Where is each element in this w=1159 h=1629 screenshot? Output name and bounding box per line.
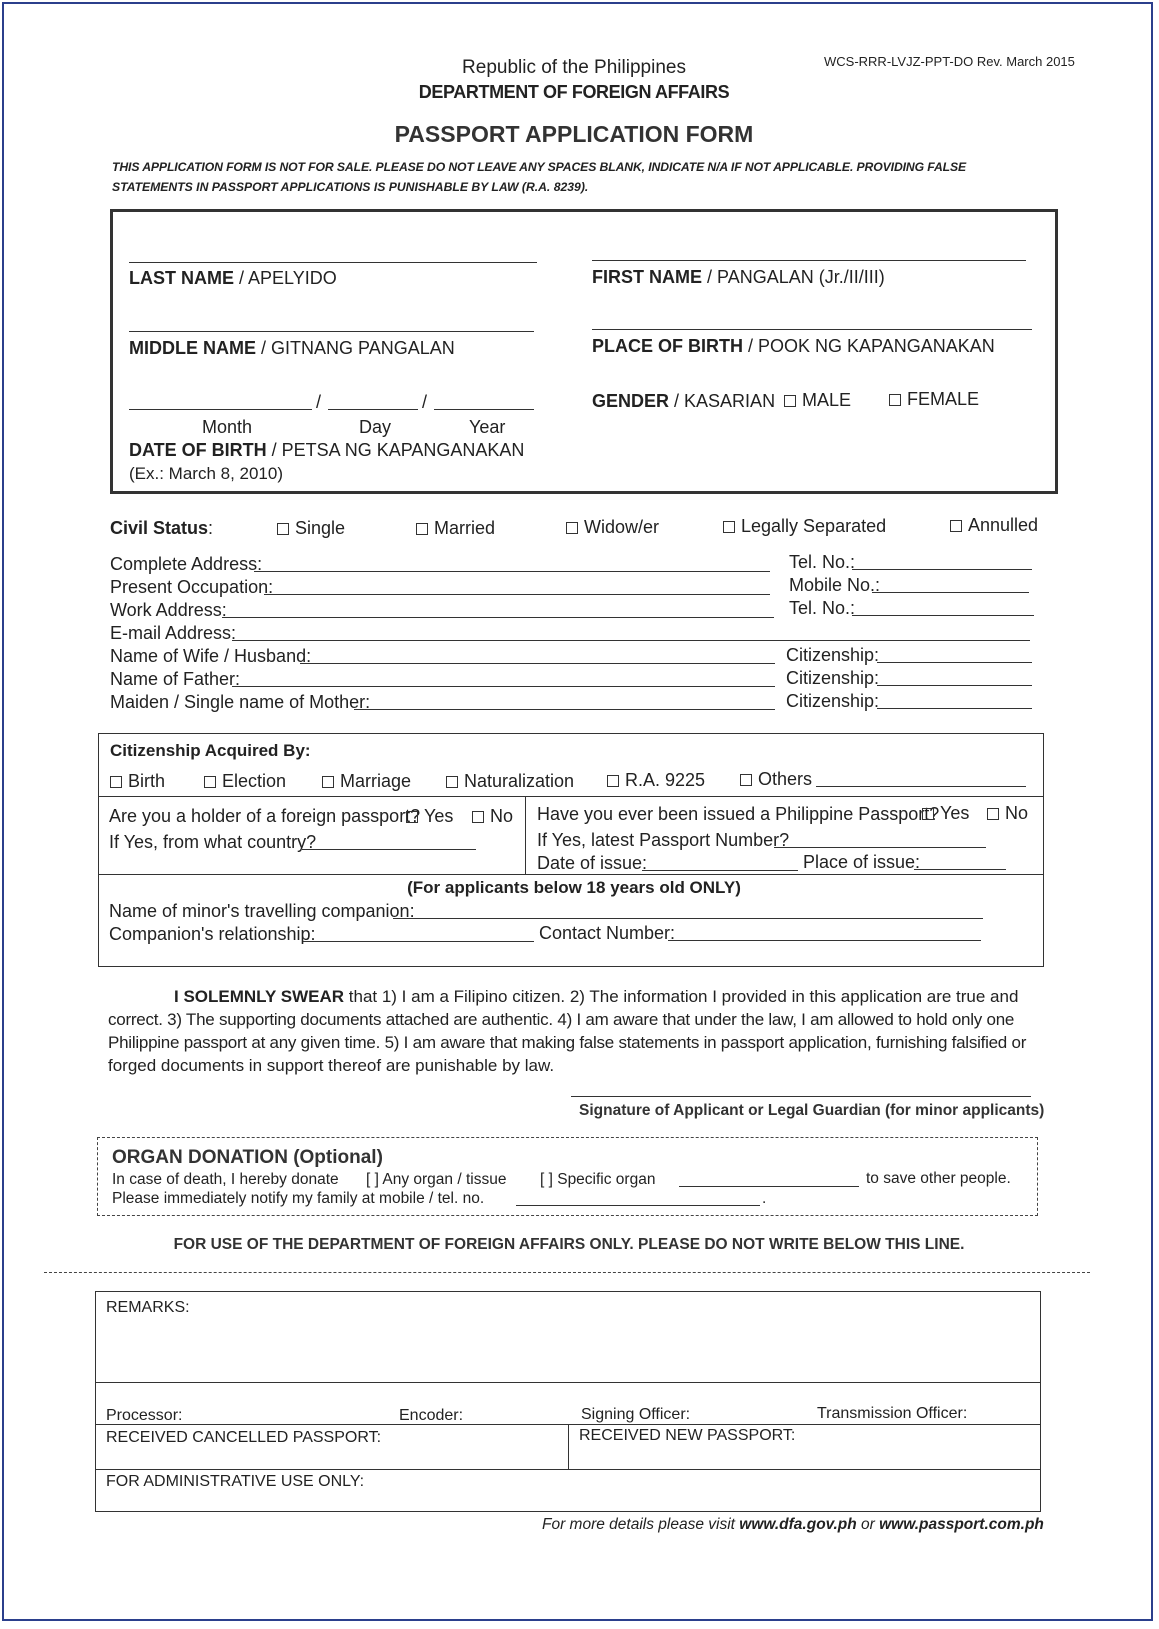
annulled-checkbox[interactable] <box>950 520 962 532</box>
citizenship-others-field[interactable] <box>816 786 1026 787</box>
citizenship-birth-option[interactable]: Birth <box>110 771 165 792</box>
form-code: WCS-RRR-LVJZ-PPT-DO Rev. March 2015 <box>824 54 1075 69</box>
last-name-field[interactable] <box>129 262 537 263</box>
legally-separated-checkbox[interactable] <box>723 521 735 533</box>
citizenship-election-option[interactable]: Election <box>204 771 286 792</box>
mother-field[interactable] <box>354 709 775 710</box>
processor-label: Processor: <box>106 1407 183 1424</box>
minor-contact-field[interactable] <box>668 940 981 941</box>
department-line: DEPARTMENT OF FOREIGN AFFAIRS <box>418 82 730 102</box>
citizenship-label-3: Citizenship: <box>786 691 880 711</box>
organ-save-text: to save other people. <box>866 1170 1011 1187</box>
marriage-checkbox[interactable] <box>322 776 334 788</box>
foreign-passport-question: Are you a holder of a foreign passport? <box>109 806 421 826</box>
dob-year-field[interactable] <box>434 409 534 410</box>
ph-yes-checkbox[interactable] <box>922 808 934 820</box>
dob-month-label: Month <box>202 417 253 437</box>
spouse-field[interactable] <box>300 663 775 664</box>
work-address-field[interactable] <box>222 617 774 618</box>
spouse-citizenship-field[interactable] <box>877 662 1032 663</box>
signature-label: Signature of Applicant or Legal Guardian (for minor applicants) <box>579 1102 1045 1119</box>
remarks-label: REMARKS: <box>106 1299 190 1316</box>
civil-legally-separated-option[interactable]: Legally Separated <box>723 516 886 537</box>
mother-citizenship-field[interactable] <box>877 708 1032 709</box>
last-name-label: LAST NAME / APELYIDO <box>129 268 337 288</box>
foreign-yes-option[interactable]: Yes <box>406 806 453 827</box>
dob-label: DATE OF BIRTH / PETSA NG KAPANGANAKAN <box>129 440 525 460</box>
foreign-no-checkbox[interactable] <box>472 811 484 823</box>
gender-label: GENDER / KASARIAN <box>592 391 776 411</box>
father-label: Name of Father: <box>110 669 241 689</box>
father-citizenship-field[interactable] <box>877 685 1032 686</box>
notice-line-1: THIS APPLICATION FORM IS NOT FOR SALE. PLEASE DO NOT LEAVE ANY SPACES BLANK, INDICATE N/A IF NOT APPLICABLE. PROVIDING FALSE <box>112 160 967 174</box>
date-of-issue-field[interactable] <box>642 870 798 871</box>
signature-field[interactable] <box>571 1096 1031 1097</box>
minor-companion-label: Name of minor's travelling companion: <box>109 901 415 921</box>
republic-line: Republic of the Philippines <box>462 57 686 78</box>
gender-female-option[interactable]: FEMALE <box>889 389 979 410</box>
first-name-field[interactable] <box>592 260 1026 261</box>
citizenship-acquired-title: Citizenship Acquired By: <box>110 741 311 760</box>
organ-notify-field[interactable] <box>516 1205 760 1206</box>
divider-remarks <box>95 1382 1041 1383</box>
married-checkbox[interactable] <box>416 523 428 535</box>
gender-male-option[interactable]: MALE <box>784 390 851 411</box>
dob-day-label: Day <box>359 417 392 437</box>
tel-no-label-1: Tel. No.: <box>789 552 856 572</box>
dob-slash-1: / <box>316 392 322 412</box>
divider-passport <box>98 874 1044 875</box>
middle-name-field[interactable] <box>129 331 534 332</box>
ph-passport-question: Have you ever been issued a Philippine Passport? <box>537 804 940 824</box>
minor-relationship-label: Companion's relationship: <box>109 924 316 944</box>
tel-no-label-2: Tel. No.: <box>789 598 856 618</box>
male-checkbox[interactable] <box>784 395 796 407</box>
oath-line-1: I SOLEMNLY SWEAR that 1) I am a Filipino citizen. 2) The information I provided in this application are true and <box>174 987 1019 1006</box>
organ-any-option[interactable]: [ ] Any organ / tissue <box>366 1171 507 1188</box>
civil-married-option[interactable]: Married <box>416 518 495 539</box>
first-name-label: FIRST NAME / PANGALAN (Jr./II/III) <box>592 267 885 287</box>
foreign-country-label: If Yes, from what country? <box>109 832 317 852</box>
encoder-label: Encoder: <box>399 1407 464 1424</box>
notice-line-2: STATEMENTS IN PASSPORT APPLICATIONS IS PUNISHABLE BY LAW (R.A. 8239). <box>112 180 589 194</box>
minor-companion-field[interactable] <box>393 918 983 919</box>
dob-month-field[interactable] <box>129 409 312 410</box>
citizenship-label-1: Citizenship: <box>786 645 880 665</box>
oath-line-4: forged documents in support thereof are punishable by law. <box>108 1056 555 1075</box>
civil-status-label: Civil Status: <box>110 518 214 538</box>
place-of-birth-label: PLACE OF BIRTH / POOK NG KAPANGANAKAN <box>592 336 995 356</box>
footer-link-dfa[interactable]: www.dfa.gov.ph <box>739 1516 857 1533</box>
place-of-birth-field[interactable] <box>592 329 1032 330</box>
oath-line-2: correct. 3) The supporting documents attached are authentic. 4) I am aware that under the law, I am allowed to hold only one <box>108 1010 1015 1029</box>
email-field[interactable] <box>232 640 1030 641</box>
organ-notify-period: . <box>762 1190 767 1207</box>
passport-form-page <box>2 2 1153 1621</box>
citizenship-naturalization-option[interactable]: Naturalization <box>446 771 574 792</box>
foreign-no-option[interactable]: No <box>472 806 513 827</box>
organ-donate-text: In case of death, I hereby donate <box>112 1171 339 1188</box>
transmission-officer-label: Transmission Officer: <box>817 1405 968 1422</box>
civil-annulled-option[interactable]: Annulled <box>950 515 1038 536</box>
single-checkbox[interactable] <box>277 523 289 535</box>
ph-passport-number-label: If Yes, latest Passport Number? <box>537 830 790 850</box>
naturalization-checkbox[interactable] <box>446 776 458 788</box>
citizenship-others-option[interactable]: Others <box>740 769 812 790</box>
minor-relationship-field[interactable] <box>303 941 534 942</box>
complete-address-field[interactable] <box>254 571 770 572</box>
place-of-issue-field[interactable] <box>914 869 1006 870</box>
specific-organ-field[interactable] <box>679 1186 859 1187</box>
ph-no-checkbox[interactable] <box>987 808 999 820</box>
admin-use-label: FOR ADMINISTRATIVE USE ONLY: <box>106 1473 365 1490</box>
page-title: PASSPORT APPLICATION FORM <box>394 121 754 147</box>
ph-yes-option[interactable]: Yes <box>922 803 969 824</box>
footer-link-passport[interactable]: www.passport.com.ph <box>879 1516 1044 1533</box>
footer-note: For more details please visit www.dfa.gov.ph or www.passport.com.ph <box>542 1516 1044 1533</box>
mobile-no-field[interactable] <box>872 592 1029 593</box>
oath-line-3: Philippine passport at any given time. 5) I am aware that making false statements in passport application, furnishing falsified or <box>108 1033 1027 1052</box>
date-of-issue-label: Date of issue: <box>537 853 648 873</box>
citizenship-ra9225-option[interactable]: R.A. 9225 <box>607 770 705 791</box>
election-checkbox[interactable] <box>204 776 216 788</box>
dfa-use-notice: FOR USE OF THE DEPARTMENT OF FOREIGN AFFAIRS ONLY. PLEASE DO NOT WRITE BELOW THIS LINE. <box>173 1236 965 1253</box>
citizenship-marriage-option[interactable]: Marriage <box>322 771 411 792</box>
received-new-label: RECEIVED NEW PASSPORT: <box>579 1427 796 1444</box>
divider-citizenship <box>98 796 1044 797</box>
received-cancelled-label: RECEIVED CANCELLED PASSPORT: <box>106 1429 382 1446</box>
cut-line <box>44 1272 1090 1273</box>
dob-year-label: Year <box>469 417 506 437</box>
widow-checkbox[interactable] <box>566 522 578 534</box>
divider-received-vertical <box>568 1425 569 1470</box>
minor-section-title: (For applicants below 18 years old ONLY) <box>407 878 741 897</box>
email-label: E-mail Address: <box>110 623 237 643</box>
organ-donation-title: ORGAN DONATION (Optional) <box>112 1147 383 1168</box>
dob-slash-2: / <box>422 392 428 412</box>
present-occupation-field[interactable] <box>264 594 770 595</box>
others-checkbox[interactable] <box>740 774 752 786</box>
ra9225-checkbox[interactable] <box>607 775 619 787</box>
female-checkbox[interactable] <box>889 394 901 406</box>
organ-specific-option[interactable]: [ ] Specific organ <box>540 1171 656 1188</box>
present-occupation-label: Present Occupation: <box>110 577 274 597</box>
tel-no-field-1[interactable] <box>852 569 1032 570</box>
place-of-issue-label: Place of issue: <box>803 852 921 872</box>
father-field[interactable] <box>232 686 775 687</box>
foreign-yes-checkbox[interactable] <box>406 811 418 823</box>
dob-example: (Ex.: March 8, 2010) <box>129 464 284 483</box>
signing-officer-label: Signing Officer: <box>581 1406 691 1423</box>
work-address-label: Work Address: <box>110 600 227 620</box>
complete-address-label: Complete Address: <box>110 554 263 574</box>
tel-no-field-2[interactable] <box>852 615 1034 616</box>
foreign-country-field[interactable] <box>302 849 476 850</box>
minor-contact-label: Contact Number: <box>539 923 676 943</box>
mobile-no-label: Mobile No.: <box>789 575 881 595</box>
ph-passport-number-field[interactable] <box>774 847 986 848</box>
birth-checkbox[interactable] <box>110 776 122 788</box>
ph-no-option[interactable]: No <box>987 803 1028 824</box>
organ-notify-text: Please immediately notify my family at mobile / tel. no. <box>112 1190 485 1207</box>
civil-single-option[interactable]: Single <box>277 518 345 539</box>
dob-day-field[interactable] <box>328 409 418 410</box>
citizenship-label-2: Citizenship: <box>786 668 880 688</box>
mother-label: Maiden / Single name of Mother: <box>110 692 371 712</box>
spouse-label: Name of Wife / Husband: <box>110 646 312 666</box>
civil-widow-option[interactable]: Widow/er <box>566 517 659 538</box>
divider-passport-vertical <box>525 797 526 874</box>
middle-name-label: MIDDLE NAME / GITNANG PANGALAN <box>129 338 455 358</box>
